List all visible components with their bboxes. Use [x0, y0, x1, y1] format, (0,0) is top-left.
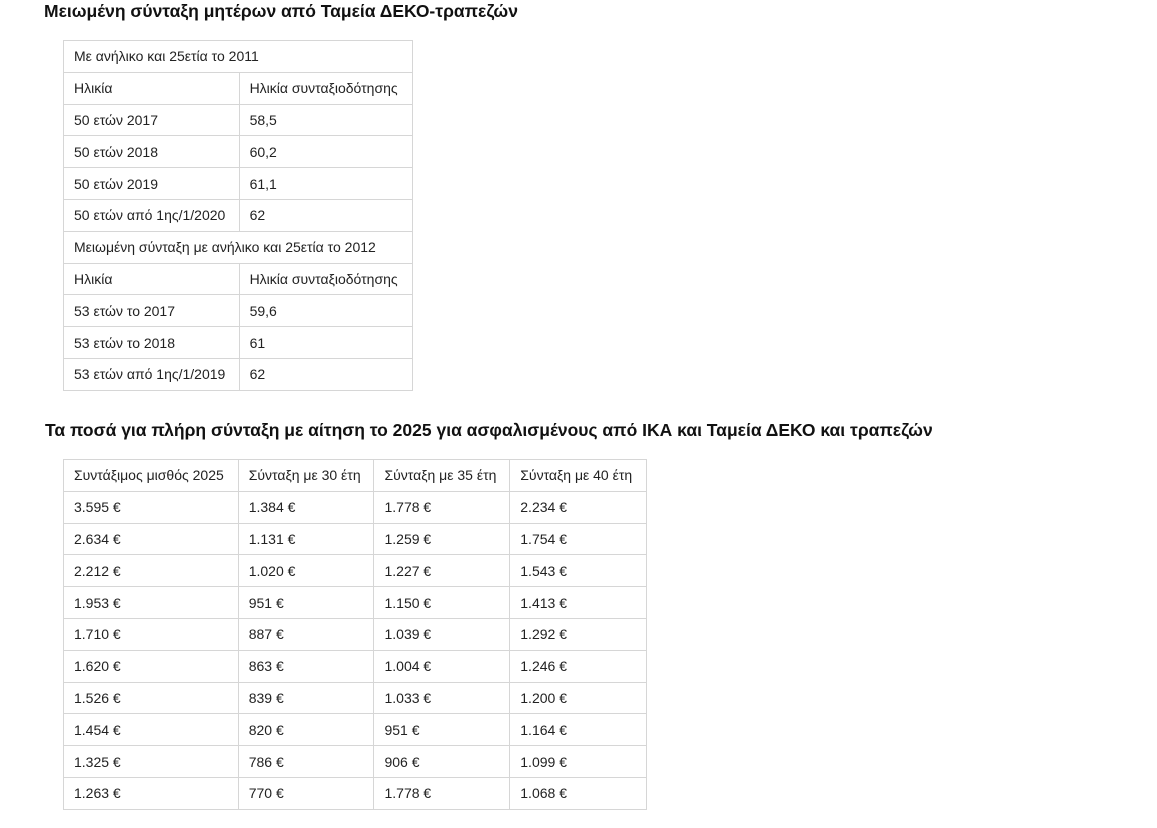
table-cell: 1.384 €: [238, 491, 374, 523]
table-row: [64, 714, 647, 746]
table-cell: 1.620 €: [64, 650, 239, 682]
table-row: [64, 327, 413, 359]
table-cell: 50 ετών από 1ης/1/2020: [64, 199, 240, 231]
table-cell: 1.710 €: [64, 618, 239, 650]
table-cell: 820 €: [238, 714, 374, 746]
table-cell: 1.131 €: [238, 523, 374, 555]
table-cell: 1.263 €: [64, 777, 239, 809]
table-cell: 1.246 €: [510, 650, 647, 682]
table-row: [64, 523, 647, 555]
table-row: [64, 491, 647, 523]
table-cell: 53 ετών από 1ης/1/2019: [64, 358, 240, 390]
pension-amounts-table: [63, 459, 647, 810]
table-cell: 1.039 €: [374, 618, 510, 650]
table-cell: 951 €: [374, 714, 510, 746]
table-row: [64, 618, 647, 650]
table-cell: 61,1: [239, 168, 412, 200]
header-cell-salary: Συντάξιμος μισθός 2025: [64, 460, 239, 492]
table-cell: 58,5: [239, 104, 412, 136]
group-caption-cell: Με ανήλικο και 25ετία το 2011: [64, 41, 413, 73]
table-cell: 1.454 €: [64, 714, 239, 746]
table-row: [64, 746, 647, 778]
table-cell: 1.754 €: [510, 523, 647, 555]
table-row: [64, 587, 647, 619]
table-cell: 906 €: [374, 746, 510, 778]
table-row: [64, 777, 647, 809]
table-cell: 1.526 €: [64, 682, 239, 714]
table-cell: 1.543 €: [510, 555, 647, 587]
table-cell: 1.292 €: [510, 618, 647, 650]
table-cell: 1.200 €: [510, 682, 647, 714]
table-cell: 2.234 €: [510, 491, 647, 523]
table-cell: 1.953 €: [64, 587, 239, 619]
mothers-pension-table: [63, 40, 413, 391]
table-cell: 1.325 €: [64, 746, 239, 778]
table-cell: 951 €: [238, 587, 374, 619]
table-cell: 1.259 €: [374, 523, 510, 555]
table-cell: 1.778 €: [374, 777, 510, 809]
mothers-pension-heading: Μειωμένη σύνταξη μητέρων από Ταμεία ΔΕΚΟ-τραπεζών: [44, 1, 518, 21]
table-cell: 59,6: [239, 295, 412, 327]
table-cell: 62: [239, 358, 412, 390]
table-cell: 887 €: [238, 618, 374, 650]
table-cell: 1.227 €: [374, 555, 510, 587]
table-cell: 53 ετών το 2017: [64, 295, 240, 327]
group-caption-row: [64, 41, 413, 73]
table-cell: 1.164 €: [510, 714, 647, 746]
header-cell-40-years: Σύνταξη με 40 έτη: [510, 460, 647, 492]
table-cell: 61: [239, 327, 412, 359]
table-row: [64, 555, 647, 587]
table-cell: 770 €: [238, 777, 374, 809]
table-cell: 863 €: [238, 650, 374, 682]
table-row: [64, 199, 413, 231]
table-row: [64, 136, 413, 168]
header-cell-age: Ηλικία: [64, 263, 240, 295]
table-row: [64, 295, 413, 327]
table-cell: 1.150 €: [374, 587, 510, 619]
table-cell: 2.212 €: [64, 555, 239, 587]
table-cell: 839 €: [238, 682, 374, 714]
table-row: [64, 168, 413, 200]
header-cell-retirement-age: Ηλικία συνταξιοδότησης: [239, 72, 412, 104]
table-cell: 1.413 €: [510, 587, 647, 619]
table-header-row: [64, 460, 647, 492]
table-cell: 2.634 €: [64, 523, 239, 555]
table-cell: 1.068 €: [510, 777, 647, 809]
table-row: [64, 682, 647, 714]
header-cell-age: Ηλικία: [64, 72, 240, 104]
table-cell: 1.033 €: [374, 682, 510, 714]
table-row: [64, 358, 413, 390]
table-header-row: [64, 263, 413, 295]
header-cell-35-years: Σύνταξη με 35 έτη: [374, 460, 510, 492]
table-row: [64, 104, 413, 136]
table-cell: 50 ετών 2019: [64, 168, 240, 200]
table-cell: 1.778 €: [374, 491, 510, 523]
table-row: [64, 650, 647, 682]
table-cell: 53 ετών το 2018: [64, 327, 240, 359]
group-caption-row: [64, 231, 413, 263]
group-caption-cell: Μειωμένη σύνταξη με ανήλικο και 25ετία το 2012: [64, 231, 413, 263]
table-cell: 3.595 €: [64, 491, 239, 523]
table-cell: 1.020 €: [238, 555, 374, 587]
pension-amounts-heading: Τα ποσά για πλήρη σύνταξη με αίτηση το 2025 για ασφαλισμένους από ΙΚΑ και Ταμεία ΔΕΚΟ και τραπεζών: [45, 420, 933, 440]
table-header-row: [64, 72, 413, 104]
table-cell: 50 ετών 2017: [64, 104, 240, 136]
table-cell: 60,2: [239, 136, 412, 168]
table-cell: 50 ετών 2018: [64, 136, 240, 168]
header-cell-retirement-age: Ηλικία συνταξιοδότησης: [239, 263, 412, 295]
table-cell: 62: [239, 199, 412, 231]
header-cell-30-years: Σύνταξη με 30 έτη: [238, 460, 374, 492]
table-cell: 1.099 €: [510, 746, 647, 778]
table-cell: 786 €: [238, 746, 374, 778]
table-cell: 1.004 €: [374, 650, 510, 682]
